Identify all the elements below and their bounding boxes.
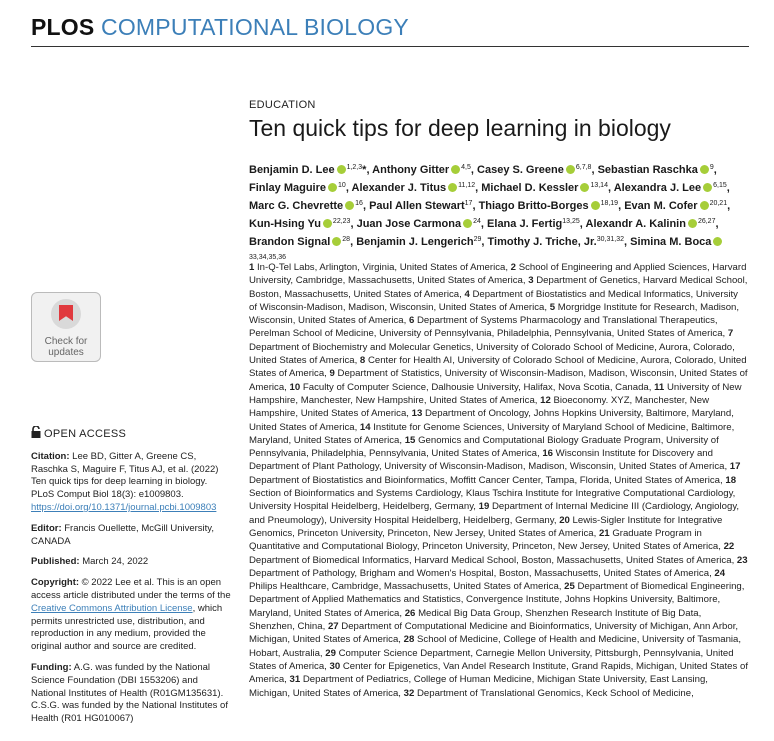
affiliation-text: Department of Biostatistics and Bioinformatics, Moffitt Cancer Center, Tampa, Florida, United States of America, bbox=[249, 474, 723, 486]
author-affiliation-refs: 13,25 bbox=[562, 218, 580, 225]
affiliation-text: Department of Translational Genomics, Keck School of Medicine, bbox=[417, 687, 694, 699]
check-for-updates-label: Check for updates bbox=[44, 336, 88, 358]
orcid-icon[interactable] bbox=[345, 201, 354, 210]
author-entry bbox=[356, 236, 487, 248]
affiliation-text: Philips Healthcare, Cambridge, Massachusetts, United States of America, bbox=[249, 581, 562, 593]
author-affiliation-refs: 18,19 bbox=[600, 200, 619, 207]
orcid-icon[interactable] bbox=[703, 183, 712, 192]
affiliation-number: 13 bbox=[411, 408, 423, 420]
orcid-icon[interactable] bbox=[700, 201, 709, 210]
author-name[interactable]: Anthony Gitter bbox=[372, 164, 450, 176]
affiliation-number: 27 bbox=[327, 621, 339, 633]
affiliation-text: Faculty of Computer Science, Dalhousie University, Halifax, Nova Scotia, Canada, bbox=[302, 381, 652, 393]
doi-link[interactable]: https://doi.org/10.1371/journal.pcbi.1009803 bbox=[31, 501, 217, 513]
affiliation-text: Computer Science Department, Carnegie Mellon University, Pittsburgh, Pennsylvania, United States of America, bbox=[249, 647, 734, 672]
author-entry bbox=[488, 236, 631, 248]
orcid-icon[interactable] bbox=[591, 201, 600, 210]
affiliation-number: 20 bbox=[559, 514, 570, 526]
affiliation-number: 14 bbox=[359, 421, 371, 433]
check-for-updates-button[interactable] bbox=[31, 292, 101, 362]
affiliation-text: Center for Health AI, University of Colorado School of Medicine, Aurora, Colorado, United States of America, bbox=[249, 355, 747, 380]
affiliation-text: Department of Oncology, Johns Hopkins University, Baltimore, Maryland, United States of America, bbox=[249, 408, 734, 433]
affiliation-text: Department of Biomedical Informatics, Harvard Medical School, Boston, Massachusetts, United States of America, bbox=[249, 554, 735, 566]
affiliation-number: 17 bbox=[729, 461, 741, 473]
orcid-icon[interactable] bbox=[463, 219, 472, 228]
author-affiliation-refs: 9 bbox=[709, 164, 714, 171]
author-name[interactable]: Michael D. Kessler bbox=[481, 182, 579, 194]
affiliation-number: 31 bbox=[289, 674, 301, 686]
author-affiliation-refs: 20,21 bbox=[709, 200, 728, 207]
author-affiliation-refs: 6,15 bbox=[713, 182, 727, 189]
author-separator: , bbox=[472, 200, 479, 212]
author-entry bbox=[352, 182, 482, 194]
author-separator: , bbox=[475, 182, 482, 194]
author-name[interactable]: Kun-Hsing Yu bbox=[249, 218, 321, 230]
affiliation-number: 15 bbox=[404, 434, 416, 446]
affiliation-number: 2 bbox=[510, 262, 517, 273]
funding-block: Funding: A.G. was funded by the National Science Foundation (DBI 1553206) and National Institutes of Health (R01GM135631). C.S.G. was funded by the National Institutes of Health (R01 HG010067) bbox=[31, 661, 228, 725]
orcid-icon[interactable] bbox=[332, 237, 341, 246]
author-affiliation-refs: 1,2,3 bbox=[346, 164, 363, 171]
affiliation-item bbox=[404, 688, 694, 699]
affiliation-text: Department of Internal Medicine III (Cardiology, Angiology, and Pneumology), University Hospital Heidelberg, Heidelberg, Germany, bbox=[249, 501, 740, 526]
orcid-icon[interactable] bbox=[451, 165, 460, 174]
author-affiliation-refs: 28 bbox=[342, 236, 351, 243]
affiliation-number: 3 bbox=[528, 275, 534, 287]
affiliation-text: Graduate Program in Quantitative and Computational Biology, Princeton University, Princeton, New Jersey, United States of America, bbox=[249, 527, 721, 553]
author-entry bbox=[477, 164, 598, 176]
author-affiliation-refs: 30,31,32 bbox=[596, 236, 624, 243]
author-affiliation-refs: 29 bbox=[473, 236, 482, 243]
author-name[interactable]: Alexandr A. Kalinin bbox=[585, 218, 686, 230]
affiliation-number: 30 bbox=[329, 660, 341, 672]
author-name[interactable]: Finlay Maguire bbox=[249, 182, 327, 194]
affiliation-text: Lewis-Sigler Institute for Integrative Genomics, Princeton University, Princeton, New Jersey, United States of America, bbox=[249, 514, 723, 539]
article-sidebar bbox=[31, 426, 231, 734]
affiliation-number: 9 bbox=[329, 368, 335, 380]
author-separator: , bbox=[470, 164, 478, 176]
header-divider bbox=[31, 46, 749, 47]
affiliation-number: 11 bbox=[654, 381, 665, 393]
author-entry bbox=[614, 182, 730, 194]
author-separator: , bbox=[618, 200, 625, 212]
author-name[interactable]: Evan M. Cofer bbox=[624, 200, 698, 212]
affiliation-number: 7 bbox=[727, 328, 734, 340]
affiliation-text: Department of Biomedical Engineering, Department of Applied Mathematics and Statistics, Convergence Institute, Johns Hopkins University, Baltimore, Maryland, United States of America, bbox=[249, 581, 745, 619]
author-name[interactable]: Marc G. Chevrette bbox=[249, 200, 344, 212]
affiliation-text: Department of Pediatrics, College of Human Medicine, Michigan State University, East Lansing, Michigan, United States of America, bbox=[249, 674, 708, 699]
author-entry bbox=[249, 164, 372, 176]
author-separator: , bbox=[623, 236, 631, 248]
editor-block: Editor: Francis Ouellette, McGill University, CANADA bbox=[31, 522, 214, 547]
orcid-icon[interactable] bbox=[337, 165, 346, 174]
journal-masthead bbox=[31, 14, 409, 41]
open-lock-icon bbox=[31, 426, 41, 438]
author-name[interactable]: Alexandra J. Lee bbox=[613, 182, 702, 194]
affiliation-number: 26 bbox=[404, 607, 416, 619]
author-separator: , bbox=[481, 236, 488, 248]
corresponding-author-mark: * bbox=[362, 164, 367, 176]
author-affiliation-refs: 11,12 bbox=[458, 182, 476, 189]
author-affiliation-refs: 6,7,8 bbox=[575, 164, 592, 171]
journal-brand: PLOS bbox=[31, 14, 95, 40]
affiliation-text: Department of Systems Pharmacology and Translational Therapeutics, Perelman School of Medicine, University of Pennsylvania, Philadelphia, Pennsylvania, United States of America, bbox=[249, 315, 726, 340]
citation-block: Citation: Lee BD, Gitter A, Greene CS, Raschka S, Maguire F, Titus AJ, et al. (2022) Ten quick tips for deep learning in biology. PLoS Comput Biol 18(3): e1009803. https://doi.org/10.1371/journal.pcbi.1009803 bbox=[31, 450, 219, 513]
author-entry bbox=[479, 200, 625, 212]
author-separator: , bbox=[366, 164, 373, 176]
author-separator: , bbox=[727, 200, 731, 212]
author-separator: , bbox=[362, 200, 370, 212]
author-affiliation-refs: 22,23 bbox=[332, 218, 351, 225]
affiliation-number: 18 bbox=[725, 474, 737, 486]
affiliation-number: 32 bbox=[403, 687, 415, 699]
author-separator: , bbox=[350, 236, 357, 248]
affiliation-number: 25 bbox=[564, 581, 575, 593]
author-name[interactable]: Alexander J. Titus bbox=[351, 182, 447, 194]
affiliation-number: 23 bbox=[736, 554, 748, 566]
affiliation-text: Genomics and Computational Biology Graduate Program, University of Pennsylvania, Philadelphia, Pennsylvania, United States of America, bbox=[249, 434, 719, 460]
affiliation-number: 28 bbox=[403, 634, 415, 646]
orcid-icon[interactable] bbox=[700, 165, 709, 174]
author-affiliation-refs: 24 bbox=[473, 218, 481, 225]
author-entry bbox=[249, 218, 357, 230]
affiliation-number: 12 bbox=[540, 394, 551, 406]
author-name[interactable]: Timothy J. Triche, Jr. bbox=[487, 236, 597, 248]
author-separator: , bbox=[480, 218, 488, 230]
author-entry bbox=[357, 218, 487, 230]
author-name[interactable]: Brandon Signal bbox=[249, 236, 331, 248]
affiliation-text: School of Engineering and Applied Sciences, Harvard University, Cambridge, Massachusetts, United States of America, bbox=[249, 262, 747, 287]
affiliation-text: Wisconsin Institute for Discovery and Department of Plant Pathology, University of Wisconsin-Madison, Madison, Wisconsin, United States of America, bbox=[249, 448, 728, 473]
affiliation-number: 10 bbox=[289, 381, 301, 393]
author-entry bbox=[369, 200, 478, 212]
affiliation-text: School of Medicine, College of Health and Medicine, University of Tasmania, Hobart, Australia, bbox=[249, 634, 742, 659]
author-affiliation-refs: 33,34,35,36 bbox=[249, 254, 286, 261]
affiliation-number: 16 bbox=[542, 448, 553, 460]
author-separator: , bbox=[579, 218, 586, 230]
orcid-icon[interactable] bbox=[323, 219, 332, 228]
author-entry bbox=[481, 182, 613, 194]
license-link[interactable]: Creative Commons Attribution License bbox=[31, 602, 193, 614]
author-list bbox=[249, 160, 739, 268]
affiliation-text: Department of Statistics, University of Wisconsin-Madison, Madison, Wisconsin, United States of America, bbox=[249, 368, 748, 393]
author-name[interactable]: Benjamin J. Lengerich bbox=[356, 236, 474, 248]
author-separator: , bbox=[713, 164, 717, 176]
author-separator: , bbox=[607, 182, 614, 194]
author-affiliation-refs: 4,5 bbox=[461, 164, 471, 171]
author-entry bbox=[249, 236, 356, 248]
author-entry bbox=[487, 218, 585, 230]
affiliation-number: 4 bbox=[464, 288, 470, 300]
affiliation-item bbox=[290, 382, 652, 393]
author-entry bbox=[624, 200, 730, 212]
author-entry bbox=[249, 182, 352, 194]
affiliation-number: 1 bbox=[249, 262, 255, 273]
affiliation-number: 19 bbox=[478, 501, 490, 513]
author-affiliation-refs: 13,14 bbox=[590, 182, 608, 189]
affiliation-list bbox=[249, 261, 748, 700]
article-section: EDUCATION bbox=[249, 99, 316, 111]
journal-name: COMPUTATIONAL BIOLOGY bbox=[101, 14, 409, 40]
affiliation-text: Department of Computational Medicine and Bioinformatics, University of Michigan, Ann Arbor, Michigan, United States of America, bbox=[249, 621, 739, 646]
author-entry bbox=[372, 164, 477, 176]
affiliation-text: Department of Biostatistics and Medical Informatics, University of Wisconsin-Madison, Madison, Wisconsin, United States of America, bbox=[249, 288, 738, 313]
affiliation-item bbox=[249, 262, 508, 273]
affiliation-number: 5 bbox=[549, 301, 556, 313]
copyright-block: Copyright: © 2022 Lee et al. This is an open access article distributed under the terms of the Creative Commons Attribution License, which permits unrestricted use, distribution, and reproduction in any medium, provided the original author and source are credited. bbox=[31, 577, 231, 653]
author-separator: , bbox=[345, 182, 352, 194]
orcid-icon[interactable] bbox=[688, 219, 697, 228]
author-name[interactable]: Casey S. Greene bbox=[477, 164, 564, 176]
published-block: Published: March 24, 2022 bbox=[31, 556, 149, 568]
affiliation-text: Section of Bioinformatics and Systems Cardiology, Klaus Tschira Institute for Integrative Computational Cardiology, University Hospital Heidelberg, Heidelberg, Germany, bbox=[249, 488, 736, 513]
author-affiliation-refs: 17 bbox=[464, 200, 473, 207]
author-separator: , bbox=[715, 218, 719, 230]
affiliation-text: Department of Pathology, Brigham and Women's Hospital, Boston, Massachusetts, United States of America, bbox=[249, 567, 712, 579]
author-name[interactable]: Elana J. Fertig bbox=[487, 218, 563, 230]
orcid-icon[interactable] bbox=[566, 165, 575, 174]
affiliation-text: Bioeconomy. XYZ, Manchester, New Hampshire, United States of America, bbox=[249, 394, 710, 420]
affiliation-text: Medical Big Data Group, Shenzhen Research Institute of Big Data, Shenzhen, China, bbox=[249, 607, 702, 633]
open-access-label: OPEN ACCESS bbox=[31, 426, 231, 441]
author-affiliation-refs: 26,27 bbox=[697, 218, 716, 225]
author-entry bbox=[586, 218, 719, 230]
author-name[interactable]: Benjamin D. Lee bbox=[249, 164, 335, 176]
author-separator: , bbox=[591, 164, 598, 176]
affiliation-text: Department of Genetics, Harvard Medical School, Boston, Massachusetts, United States of America, bbox=[249, 275, 748, 300]
affiliation-number: 24 bbox=[714, 567, 726, 579]
affiliation-number: 6 bbox=[408, 315, 415, 327]
author-name[interactable]: Simina M. Boca bbox=[630, 236, 712, 248]
author-entry bbox=[598, 164, 717, 176]
affiliation-number: 29 bbox=[325, 647, 336, 659]
orcid-icon[interactable] bbox=[328, 183, 337, 192]
author-name[interactable]: Paul Allen Stewart bbox=[369, 200, 465, 212]
affiliation-text: Institute for Genome Sciences, University of Maryland School of Medicine, Baltimore, Maryland, United States of America, bbox=[249, 421, 735, 446]
orcid-icon[interactable] bbox=[448, 183, 457, 192]
affiliation-text: Center for Epigenetics, Van Andel Research Institute, Grand Rapids, Michigan, United States of America, bbox=[249, 660, 748, 686]
author-separator: , bbox=[726, 182, 730, 194]
affiliation-text: University of New Hampshire, Manchester, New Hampshire, United States of America, bbox=[249, 381, 742, 406]
orcid-icon[interactable] bbox=[580, 183, 589, 192]
affiliation-text: In-Q-Tel Labs, Arlington, Virginia, United States of America, bbox=[257, 262, 508, 273]
author-separator: , bbox=[350, 218, 357, 230]
affiliation-number: 21 bbox=[598, 527, 610, 539]
orcid-icon[interactable] bbox=[713, 237, 722, 246]
author-name[interactable]: Juan Jose Carmona bbox=[356, 218, 462, 230]
author-entry bbox=[249, 200, 369, 212]
author-name[interactable]: Sebastian Raschka bbox=[597, 164, 698, 176]
article-title: Ten quick tips for deep learning in biology bbox=[249, 115, 671, 141]
affiliation-number: 8 bbox=[359, 355, 366, 367]
affiliation-text: Department of Biochemistry and Molecular Genetics, University of Colorado School of Medicine, Aurora, Colorado, United States of America, bbox=[249, 341, 735, 367]
author-affiliation-refs: 16 bbox=[355, 200, 363, 207]
author-name[interactable]: Thiago Britto-Borges bbox=[478, 200, 589, 212]
affiliation-number: 22 bbox=[723, 541, 735, 553]
affiliation-text: Morgridge Institute for Research, Madison, Wisconsin, United States of America, bbox=[249, 301, 740, 327]
author-affiliation-refs: 10 bbox=[338, 182, 346, 189]
